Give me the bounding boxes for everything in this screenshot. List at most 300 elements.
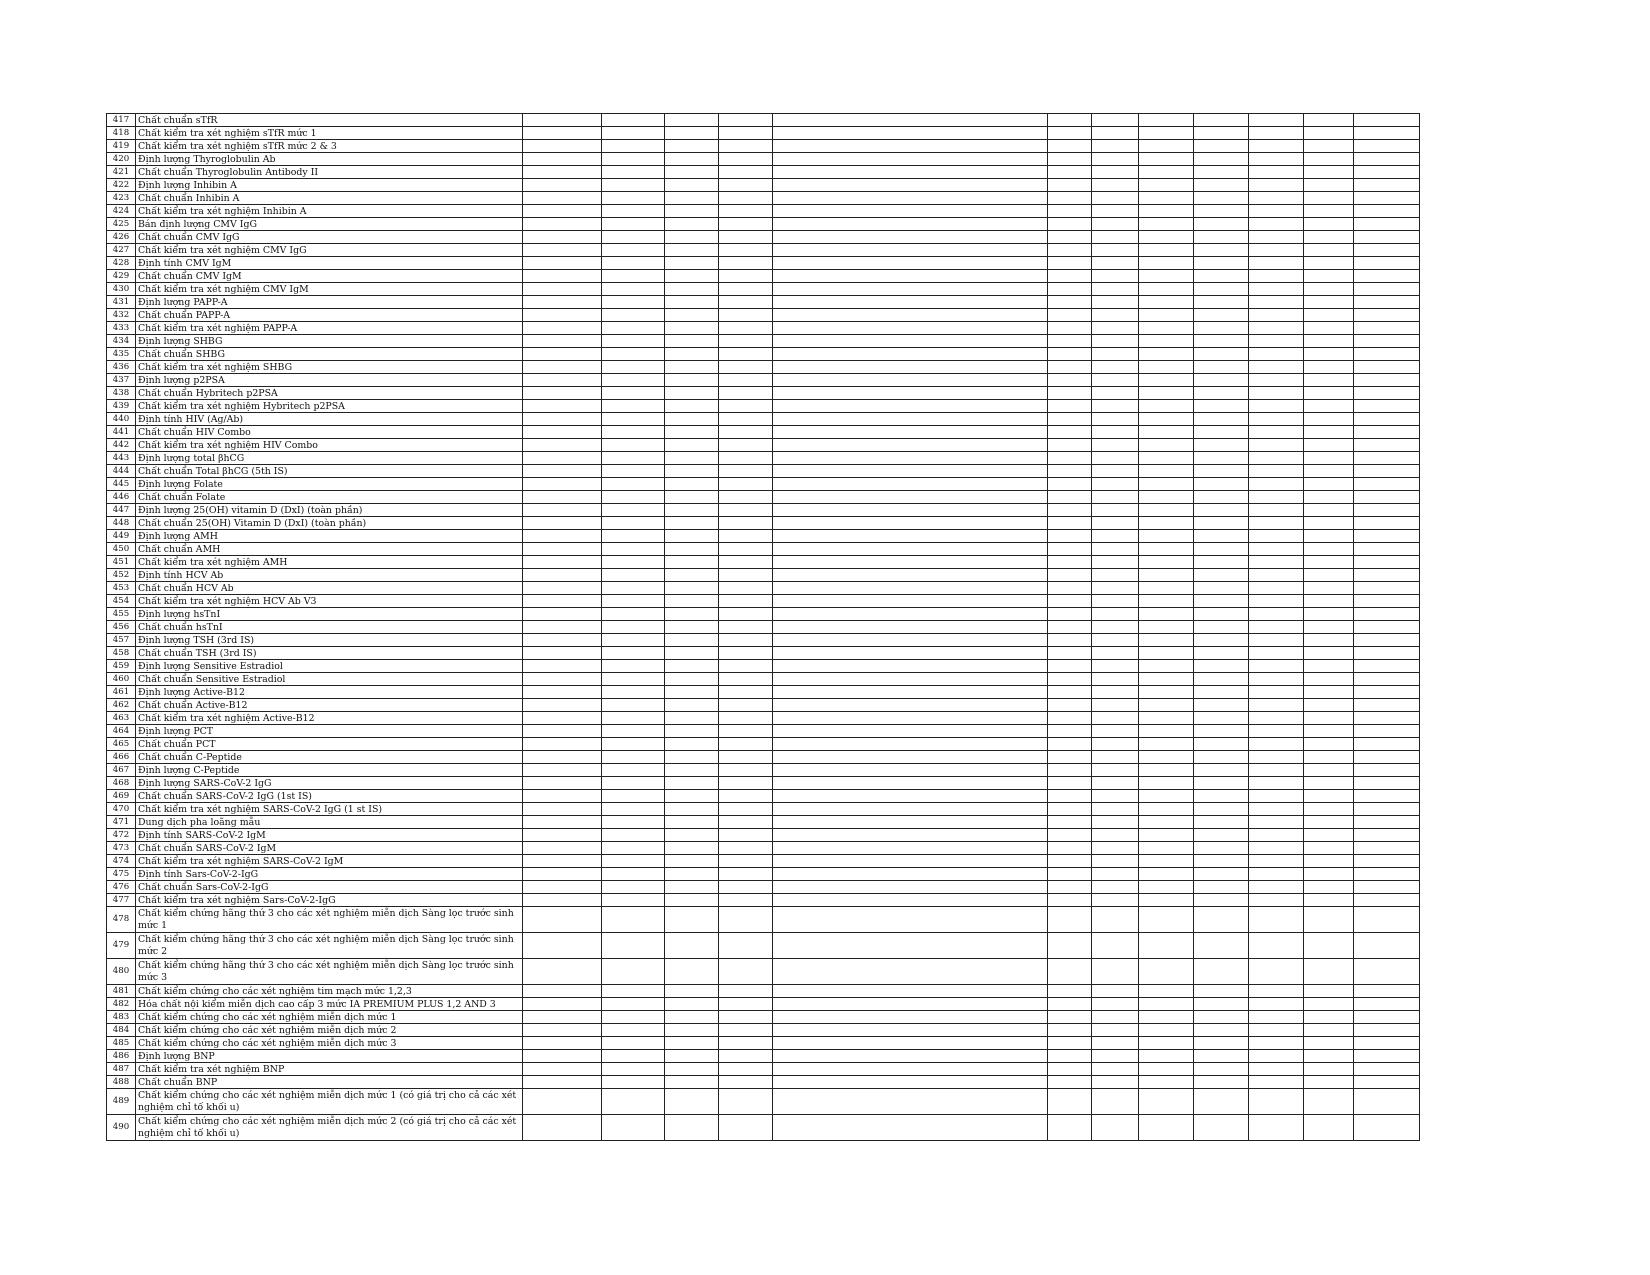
table-row: [107, 257, 1420, 270]
empty-cell: [1354, 114, 1420, 127]
empty-cell: [602, 894, 665, 907]
row-number-cell: 457: [107, 634, 136, 647]
item-name-cell: Định lượng SHBG: [136, 335, 523, 348]
empty-cell: [1304, 361, 1354, 374]
empty-cell: [602, 738, 665, 751]
empty-cell: [1092, 803, 1139, 816]
empty-cell: [1092, 582, 1139, 595]
empty-cell: [1092, 1115, 1139, 1141]
empty-cell: [523, 907, 602, 933]
empty-cell: [1354, 504, 1420, 517]
item-name-cell: Định lượng TSH (3rd IS): [136, 634, 523, 647]
item-name-cell: Định lượng Inhibin A: [136, 179, 523, 192]
row-number-cell: 463: [107, 712, 136, 725]
empty-cell: [1139, 465, 1194, 478]
empty-cell: [1048, 114, 1092, 127]
empty-cell: [1249, 387, 1304, 400]
row-number-cell: 438: [107, 387, 136, 400]
empty-cell: [665, 569, 719, 582]
empty-cell: [1354, 699, 1420, 712]
empty-cell: [1304, 543, 1354, 556]
empty-cell: [1139, 985, 1194, 998]
table-row: [107, 296, 1420, 309]
empty-cell: [1139, 1089, 1194, 1115]
empty-cell: [1304, 1076, 1354, 1089]
empty-cell: [665, 140, 719, 153]
empty-cell: [1092, 738, 1139, 751]
empty-cell: [665, 543, 719, 556]
empty-cell: [665, 179, 719, 192]
empty-cell: [1139, 335, 1194, 348]
table-row: [107, 361, 1420, 374]
empty-cell: [1194, 140, 1249, 153]
empty-cell: [1194, 933, 1249, 959]
empty-cell: [1354, 374, 1420, 387]
item-name-cell: Chất chuẩn SHBG: [136, 348, 523, 361]
empty-cell: [773, 192, 1048, 205]
empty-cell: [1304, 166, 1354, 179]
empty-cell: [1048, 348, 1092, 361]
empty-cell: [1354, 231, 1420, 244]
empty-cell: [773, 790, 1048, 803]
empty-cell: [1304, 608, 1354, 621]
row-number-cell: 468: [107, 777, 136, 790]
empty-cell: [1194, 738, 1249, 751]
table-row: [107, 1115, 1420, 1141]
empty-cell: [665, 881, 719, 894]
empty-cell: [523, 1063, 602, 1076]
item-name-cell: Chất chuẩn BNP: [136, 1076, 523, 1089]
empty-cell: [523, 777, 602, 790]
empty-cell: [1354, 465, 1420, 478]
row-number-cell: 486: [107, 1050, 136, 1063]
table-row: [107, 725, 1420, 738]
empty-cell: [1304, 452, 1354, 465]
row-number-cell: 484: [107, 1024, 136, 1037]
empty-cell: [1092, 933, 1139, 959]
empty-cell: [1048, 374, 1092, 387]
empty-cell: [602, 1089, 665, 1115]
empty-cell: [1354, 1011, 1420, 1024]
empty-cell: [1249, 517, 1304, 530]
empty-cell: [773, 751, 1048, 764]
item-name-cell: Định lượng PCT: [136, 725, 523, 738]
empty-cell: [1139, 855, 1194, 868]
empty-cell: [602, 959, 665, 985]
empty-cell: [773, 296, 1048, 309]
empty-cell: [1092, 842, 1139, 855]
empty-cell: [773, 244, 1048, 257]
table-body: [107, 114, 1420, 1141]
empty-cell: [1354, 985, 1420, 998]
row-number-cell: 478: [107, 907, 136, 933]
empty-cell: [1194, 855, 1249, 868]
empty-cell: [1194, 1050, 1249, 1063]
row-number-cell: 443: [107, 452, 136, 465]
empty-cell: [1092, 439, 1139, 452]
empty-cell: [1354, 257, 1420, 270]
empty-cell: [1092, 556, 1139, 569]
empty-cell: [1354, 452, 1420, 465]
item-name-cell: Chất kiểm tra xét nghiệm Active-B12: [136, 712, 523, 725]
empty-cell: [602, 1063, 665, 1076]
table-row: [107, 478, 1420, 491]
row-number-cell: 456: [107, 621, 136, 634]
empty-cell: [1354, 166, 1420, 179]
item-name-cell: Định lượng Active-B12: [136, 686, 523, 699]
table-row: [107, 855, 1420, 868]
empty-cell: [1194, 127, 1249, 140]
empty-cell: [1048, 179, 1092, 192]
empty-cell: [1354, 894, 1420, 907]
empty-cell: [719, 439, 773, 452]
empty-cell: [523, 270, 602, 283]
empty-cell: [1249, 660, 1304, 673]
item-name-cell: Chất kiểm tra xét nghiệm SARS-CoV-2 IgG (1 st IS): [136, 803, 523, 816]
empty-cell: [773, 166, 1048, 179]
empty-cell: [1304, 517, 1354, 530]
empty-cell: [665, 374, 719, 387]
empty-cell: [1139, 153, 1194, 166]
empty-cell: [1048, 634, 1092, 647]
empty-cell: [602, 296, 665, 309]
empty-cell: [1194, 387, 1249, 400]
empty-cell: [1354, 205, 1420, 218]
row-number-cell: 459: [107, 660, 136, 673]
table-row: [107, 270, 1420, 283]
empty-cell: [719, 699, 773, 712]
empty-cell: [1092, 829, 1139, 842]
empty-cell: [1194, 478, 1249, 491]
row-number-cell: 444: [107, 465, 136, 478]
empty-cell: [523, 153, 602, 166]
table-row: [107, 1063, 1420, 1076]
empty-cell: [719, 231, 773, 244]
empty-cell: [1304, 309, 1354, 322]
empty-cell: [719, 205, 773, 218]
empty-cell: [719, 725, 773, 738]
empty-cell: [1048, 413, 1092, 426]
empty-cell: [773, 413, 1048, 426]
empty-cell: [523, 452, 602, 465]
empty-cell: [1194, 465, 1249, 478]
item-name-cell: Chất chuẩn Active-B12: [136, 699, 523, 712]
empty-cell: [602, 114, 665, 127]
empty-cell: [1194, 868, 1249, 881]
empty-cell: [1048, 296, 1092, 309]
empty-cell: [523, 140, 602, 153]
item-name-cell: Chất chuẩn PAPP-A: [136, 309, 523, 322]
empty-cell: [602, 829, 665, 842]
empty-cell: [773, 283, 1048, 296]
empty-cell: [602, 582, 665, 595]
empty-cell: [523, 894, 602, 907]
empty-cell: [1092, 673, 1139, 686]
empty-cell: [1249, 790, 1304, 803]
empty-cell: [719, 517, 773, 530]
empty-cell: [773, 439, 1048, 452]
empty-cell: [1304, 582, 1354, 595]
empty-cell: [1304, 985, 1354, 998]
empty-cell: [1048, 153, 1092, 166]
empty-cell: [1194, 790, 1249, 803]
empty-cell: [1304, 335, 1354, 348]
empty-cell: [665, 686, 719, 699]
empty-cell: [719, 751, 773, 764]
empty-cell: [773, 127, 1048, 140]
empty-cell: [719, 400, 773, 413]
empty-cell: [665, 166, 719, 179]
empty-cell: [602, 504, 665, 517]
empty-cell: [523, 257, 602, 270]
empty-cell: [1354, 270, 1420, 283]
empty-cell: [773, 881, 1048, 894]
table-row: [107, 933, 1420, 959]
empty-cell: [1092, 335, 1139, 348]
empty-cell: [1092, 127, 1139, 140]
empty-cell: [1304, 790, 1354, 803]
empty-cell: [1139, 413, 1194, 426]
empty-cell: [1304, 413, 1354, 426]
item-name-cell: Chất chuẩn Sensitive Estradiol: [136, 673, 523, 686]
empty-cell: [773, 1063, 1048, 1076]
empty-cell: [523, 998, 602, 1011]
empty-cell: [1092, 777, 1139, 790]
empty-cell: [1194, 296, 1249, 309]
empty-cell: [1139, 218, 1194, 231]
row-number-cell: 462: [107, 699, 136, 712]
empty-cell: [665, 907, 719, 933]
empty-cell: [1139, 140, 1194, 153]
empty-cell: [1092, 166, 1139, 179]
empty-cell: [1304, 595, 1354, 608]
empty-cell: [1139, 621, 1194, 634]
empty-cell: [602, 985, 665, 998]
empty-cell: [602, 933, 665, 959]
empty-cell: [1048, 283, 1092, 296]
empty-cell: [1354, 751, 1420, 764]
empty-cell: [523, 114, 602, 127]
empty-cell: [1304, 998, 1354, 1011]
empty-cell: [1354, 517, 1420, 530]
empty-cell: [665, 803, 719, 816]
empty-cell: [1304, 491, 1354, 504]
empty-cell: [1048, 803, 1092, 816]
empty-cell: [523, 686, 602, 699]
empty-cell: [523, 361, 602, 374]
empty-cell: [1304, 231, 1354, 244]
empty-cell: [719, 478, 773, 491]
empty-cell: [1048, 868, 1092, 881]
empty-cell: [773, 595, 1048, 608]
empty-cell: [773, 335, 1048, 348]
empty-cell: [602, 335, 665, 348]
empty-cell: [1092, 179, 1139, 192]
item-name-cell: Chất chuẩn Sars-CoV-2-IgG: [136, 881, 523, 894]
empty-cell: [665, 413, 719, 426]
empty-cell: [773, 725, 1048, 738]
empty-cell: [1304, 439, 1354, 452]
empty-cell: [523, 634, 602, 647]
item-name-cell: Định lượng BNP: [136, 1050, 523, 1063]
empty-cell: [1249, 283, 1304, 296]
empty-cell: [1194, 244, 1249, 257]
empty-cell: [1249, 374, 1304, 387]
table-row: [107, 1011, 1420, 1024]
empty-cell: [602, 192, 665, 205]
row-number-cell: 481: [107, 985, 136, 998]
item-name-cell: Chất kiểm tra xét nghiệm sTfR mức 2 & 3: [136, 140, 523, 153]
table-row: [107, 816, 1420, 829]
empty-cell: [719, 491, 773, 504]
empty-cell: [523, 244, 602, 257]
empty-cell: [1354, 595, 1420, 608]
empty-cell: [1194, 270, 1249, 283]
empty-cell: [773, 816, 1048, 829]
empty-cell: [1304, 322, 1354, 335]
empty-cell: [1354, 361, 1420, 374]
empty-cell: [523, 842, 602, 855]
empty-cell: [719, 218, 773, 231]
empty-cell: [665, 660, 719, 673]
empty-cell: [523, 400, 602, 413]
empty-cell: [1354, 244, 1420, 257]
empty-cell: [719, 894, 773, 907]
empty-cell: [1092, 452, 1139, 465]
table-row: [107, 426, 1420, 439]
empty-cell: [1092, 387, 1139, 400]
empty-cell: [773, 231, 1048, 244]
empty-cell: [523, 829, 602, 842]
table-row: [107, 413, 1420, 426]
empty-cell: [1139, 556, 1194, 569]
row-number-cell: 471: [107, 816, 136, 829]
item-name-cell: Chất chuẩn C-Peptide: [136, 751, 523, 764]
row-number-cell: 441: [107, 426, 136, 439]
empty-cell: [602, 751, 665, 764]
table-row: [107, 1037, 1420, 1050]
empty-cell: [1304, 660, 1354, 673]
empty-cell: [1194, 413, 1249, 426]
empty-cell: [602, 166, 665, 179]
empty-cell: [1354, 296, 1420, 309]
item-name-cell: Chất kiểm tra xét nghiệm Inhibin A: [136, 205, 523, 218]
empty-cell: [1304, 1115, 1354, 1141]
item-name-cell: Chất kiểm tra xét nghiệm BNP: [136, 1063, 523, 1076]
empty-cell: [1194, 231, 1249, 244]
item-name-cell: Chất chuẩn CMV IgM: [136, 270, 523, 283]
empty-cell: [1194, 660, 1249, 673]
row-number-cell: 451: [107, 556, 136, 569]
row-number-cell: 454: [107, 595, 136, 608]
item-name-cell: Chất chuẩn 25(OH) Vitamin D (DxI) (toàn phần): [136, 517, 523, 530]
empty-cell: [1304, 1011, 1354, 1024]
empty-cell: [665, 608, 719, 621]
empty-cell: [523, 439, 602, 452]
empty-cell: [1048, 933, 1092, 959]
empty-cell: [1304, 426, 1354, 439]
empty-cell: [523, 413, 602, 426]
table-row: [107, 153, 1420, 166]
empty-cell: [719, 621, 773, 634]
empty-cell: [1092, 1037, 1139, 1050]
empty-cell: [1048, 530, 1092, 543]
empty-cell: [1354, 179, 1420, 192]
empty-cell: [719, 1024, 773, 1037]
empty-cell: [1194, 595, 1249, 608]
empty-cell: [719, 504, 773, 517]
empty-cell: [719, 1063, 773, 1076]
item-name-cell: Chất kiểm tra xét nghiệm AMH: [136, 556, 523, 569]
item-name-cell: Định lượng PAPP-A: [136, 296, 523, 309]
empty-cell: [1304, 556, 1354, 569]
empty-cell: [773, 894, 1048, 907]
empty-cell: [1194, 829, 1249, 842]
item-name-cell: Chất kiểm tra xét nghiệm SHBG: [136, 361, 523, 374]
empty-cell: [719, 881, 773, 894]
empty-cell: [1194, 218, 1249, 231]
empty-cell: [773, 140, 1048, 153]
empty-cell: [1304, 374, 1354, 387]
empty-cell: [665, 816, 719, 829]
table-row: [107, 543, 1420, 556]
empty-cell: [1194, 153, 1249, 166]
empty-cell: [1048, 1011, 1092, 1024]
empty-cell: [1304, 257, 1354, 270]
empty-cell: [1194, 842, 1249, 855]
empty-cell: [523, 1024, 602, 1037]
table-row: [107, 322, 1420, 335]
empty-cell: [1304, 504, 1354, 517]
empty-cell: [1304, 478, 1354, 491]
empty-cell: [523, 959, 602, 985]
empty-cell: [1194, 374, 1249, 387]
empty-cell: [1304, 699, 1354, 712]
empty-cell: [602, 452, 665, 465]
empty-cell: [523, 387, 602, 400]
row-number-cell: 472: [107, 829, 136, 842]
empty-cell: [602, 764, 665, 777]
empty-cell: [665, 1063, 719, 1076]
empty-cell: [1304, 270, 1354, 283]
empty-cell: [773, 491, 1048, 504]
empty-cell: [1304, 907, 1354, 933]
empty-cell: [1194, 556, 1249, 569]
table-row: [107, 218, 1420, 231]
empty-cell: [1304, 933, 1354, 959]
empty-cell: [1092, 751, 1139, 764]
empty-cell: [1139, 712, 1194, 725]
empty-cell: [665, 1011, 719, 1024]
empty-cell: [773, 205, 1048, 218]
empty-cell: [1139, 777, 1194, 790]
empty-cell: [773, 634, 1048, 647]
empty-cell: [773, 673, 1048, 686]
empty-cell: [1139, 1115, 1194, 1141]
empty-cell: [719, 374, 773, 387]
empty-cell: [523, 179, 602, 192]
table-row: [107, 881, 1420, 894]
table-row: [107, 1076, 1420, 1089]
empty-cell: [1249, 881, 1304, 894]
empty-cell: [719, 309, 773, 322]
empty-cell: [1194, 257, 1249, 270]
empty-cell: [1092, 1089, 1139, 1115]
table-row: [107, 998, 1420, 1011]
row-number-cell: 427: [107, 244, 136, 257]
empty-cell: [1249, 985, 1304, 998]
empty-cell: [1249, 166, 1304, 179]
